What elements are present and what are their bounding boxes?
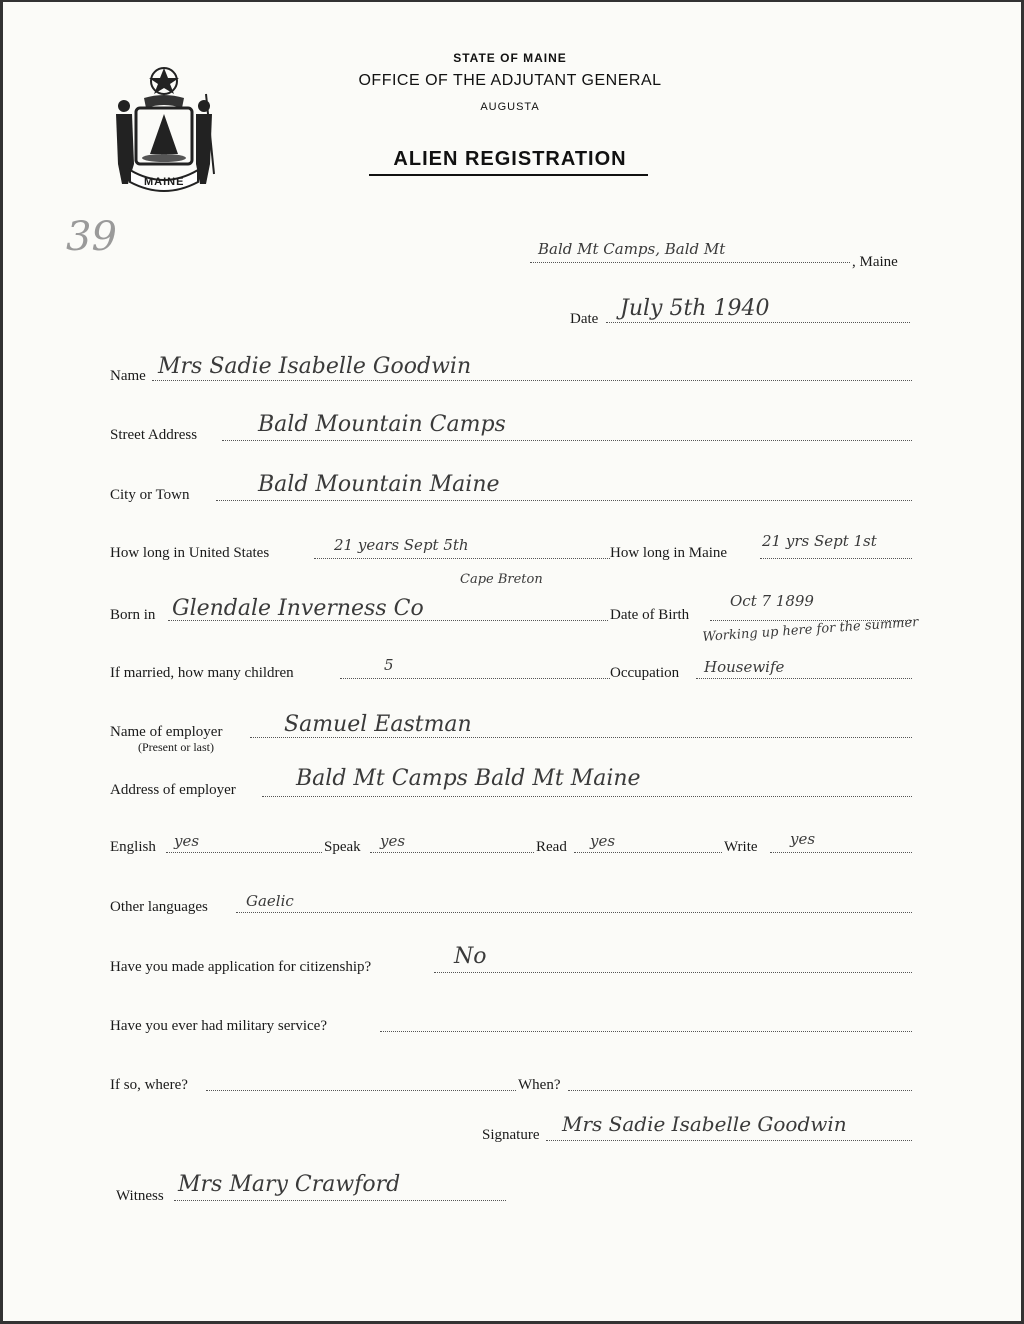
signature-label: Signature: [482, 1127, 540, 1143]
form-title-underline: [369, 174, 648, 176]
speak-value: yes: [380, 832, 406, 850]
employer-line: [250, 737, 912, 738]
speak-line: [370, 852, 534, 853]
how-long-us-line: [314, 558, 610, 559]
how-long-maine-line: [760, 558, 912, 559]
how-long-maine-value: 21 yrs Sept 1st: [762, 532, 877, 550]
english-line: [166, 852, 322, 853]
other-languages-label: Other languages: [110, 899, 208, 915]
scan-border-top: [0, 0, 1024, 2]
citizenship-line: [434, 972, 912, 973]
form-title: ALIEN REGISTRATION: [393, 148, 627, 170]
children-line: [340, 678, 610, 679]
born-in-annotation: Cape Breton: [460, 572, 543, 587]
place-line: [530, 262, 850, 263]
scan-border-left: [0, 0, 3, 1324]
name-value: Mrs Sadie Isabelle Goodwin: [158, 354, 472, 379]
seal-banner-text: MAINE: [144, 176, 185, 188]
city-label: City or Town: [110, 487, 190, 503]
military-line: [380, 1031, 912, 1032]
english-value: yes: [174, 832, 200, 850]
dob-value: Oct 7 1899: [730, 592, 814, 610]
employer-sublabel: (Present or last): [138, 740, 214, 754]
where-label: If so, where?: [110, 1077, 188, 1093]
date-line: [606, 322, 910, 323]
street-address-value: Bald Mountain Camps: [258, 412, 506, 437]
margin-number: 39: [66, 214, 117, 260]
street-address-line: [222, 440, 912, 441]
when-line: [568, 1090, 912, 1091]
witness-value: Mrs Mary Crawford: [178, 1172, 401, 1197]
citizenship-value: No: [454, 944, 487, 969]
city-value: Bald Mountain Maine: [258, 472, 500, 497]
occupation-label: Occupation: [610, 665, 680, 681]
military-label: Have you ever had military service?: [110, 1018, 327, 1034]
date-value: July 5th 1940: [620, 296, 770, 321]
born-in-value: Glendale Inverness Co: [172, 596, 424, 621]
employer-address-value: Bald Mt Camps Bald Mt Maine: [296, 766, 641, 791]
occupation-annotation: Working up here for the summer: [702, 614, 919, 645]
write-line: [770, 852, 912, 853]
witness-label: Witness: [116, 1188, 164, 1204]
date-label: Date: [570, 311, 599, 327]
employer-value: Samuel Eastman: [284, 712, 472, 737]
when-label: When?: [518, 1077, 561, 1093]
witness-line: [174, 1200, 506, 1201]
header-city: AUGUSTA: [480, 101, 540, 113]
how-long-us-label: How long in United States: [110, 545, 270, 561]
born-in-label: Born in: [110, 607, 156, 623]
speak-label: Speak: [324, 839, 361, 855]
signature-line: [546, 1140, 912, 1141]
header-office: OFFICE OF THE ADJUTANT GENERAL: [358, 72, 662, 89]
header-state: STATE OF MAINE: [453, 51, 567, 65]
employer-address-line: [262, 796, 912, 797]
how-long-maine-label: How long in Maine: [610, 545, 728, 561]
other-languages-value: Gaelic: [246, 892, 294, 910]
employer-address-label: Address of employer: [110, 782, 236, 798]
signature-value: Mrs Sadie Isabelle Goodwin: [562, 1112, 847, 1136]
children-value: 5: [384, 656, 394, 674]
english-label: English: [110, 839, 156, 855]
name-line: [152, 380, 912, 381]
read-label: Read: [536, 839, 567, 855]
write-label: Write: [724, 839, 758, 855]
where-line: [206, 1090, 516, 1091]
read-line: [574, 852, 722, 853]
name-label: Name: [110, 368, 146, 384]
children-label: If married, how many children: [110, 665, 294, 681]
employer-label: Name of employer: [110, 724, 223, 740]
city-line: [216, 500, 912, 501]
dob-label: Date of Birth: [610, 607, 690, 623]
other-languages-line: [236, 912, 912, 913]
how-long-us-value: 21 years Sept 5th: [334, 536, 469, 554]
maine-state-seal: [108, 64, 220, 194]
occupation-value: Housewife: [704, 658, 785, 676]
citizenship-label: Have you made application for citizenship?: [110, 959, 372, 975]
occupation-line: [696, 678, 912, 679]
place-suffix: , Maine: [852, 254, 898, 270]
read-value: yes: [590, 832, 616, 850]
place-value: Bald Mt Camps, Bald Mt: [538, 240, 726, 258]
write-value: yes: [790, 830, 816, 848]
street-address-label: Street Address: [110, 427, 198, 443]
